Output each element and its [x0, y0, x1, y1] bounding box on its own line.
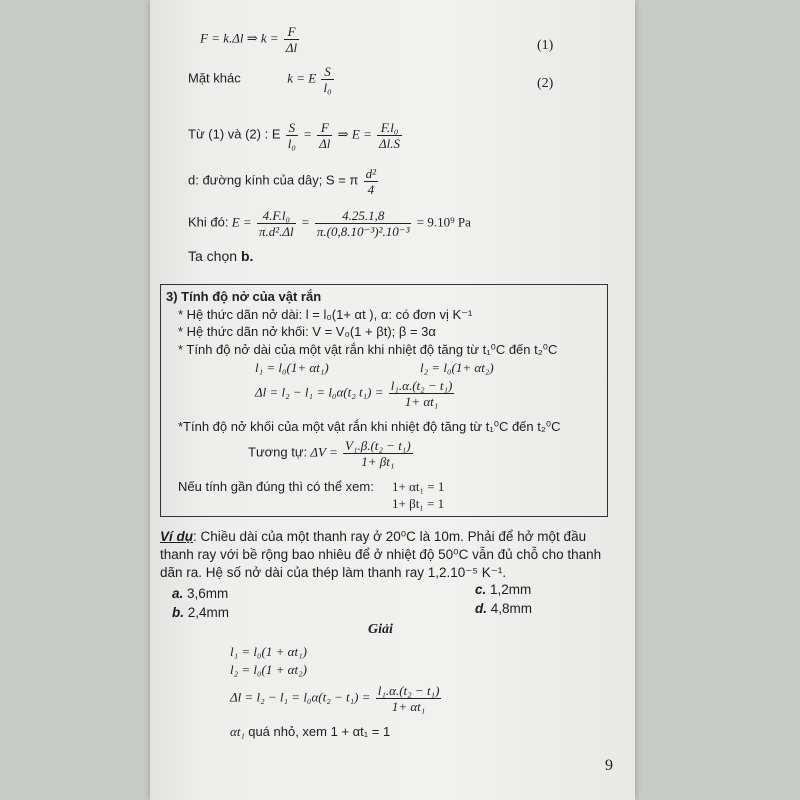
box-approx-alpha: 1+ αt₁ = 1 — [392, 479, 445, 494]
box-length-2: l₂ = l₀(1+ αt₂) — [420, 360, 494, 375]
box-length-1: l₁ = l₀(1+ αt₁) — [255, 360, 329, 375]
box-delta-length: Δl = l₂ − l₁ = l₀α(t₂ t₁) = $\frac{\text{l₁.α.(t₂ − t₁)}}{\text{1+ αt₁}}$ — [255, 378, 453, 409]
option-d: d. 4,8mm — [475, 601, 533, 616]
equation-tag-1: (1) — [537, 38, 554, 53]
page-number: 9 — [605, 757, 613, 774]
equation-3: Từ (1) và (2) : E $\frac{S}{\text{l₀}}$ = $\frac{F}{\Delta l}$ ⇒ E = $\frac{\text{F.l₀}}{\Delta l.S}$ — [188, 120, 401, 151]
box-line-volume: * Hệ thức dãn nở khối: V = V₀(1 + βt); β = 3α — [178, 324, 436, 339]
option-b: b. 2,4mm — [172, 605, 230, 620]
box-line-linear-intro: * Tính độ nở dài của một vật rắn khi nhiệt độ tăng từ t₁⁰C đến t₂⁰C — [178, 342, 558, 357]
equation-1: F = k.Δl ⇒ k = $\frac{F}{\Delta l}$ — [200, 24, 298, 55]
example-line-3: dãn ra. Hệ số nở dài của thép làm thanh ray 1,2.10⁻⁵ K⁻¹. — [160, 565, 507, 580]
answer-line: Ta chọn b. — [188, 248, 254, 264]
equation-tag-2: (2) — [537, 76, 554, 91]
solution-length-2: l₂ = l₀(1 + αt₂) — [230, 662, 307, 677]
example-line-1: Ví dụ: Chiều dài của một thanh ray ở 20⁰C là 10m. Phải để hở một đầu — [160, 529, 587, 544]
option-a: a. 3,6mm — [172, 586, 229, 601]
example-line-2: thanh ray với bề rộng bao nhiêu để ở nhiệt độ 50⁰C vẫn đủ chỗ cho thanh — [160, 547, 602, 562]
box-approx-label: Nếu tính gần đúng thì có thể xem: — [178, 479, 374, 494]
solution-title: Giải — [368, 622, 393, 637]
box-delta-volume: Tương tự: ΔV = $\frac{\text{V₁.β.(t₂ − t₁)}}{\text{1+ βt₁}}$ — [248, 438, 411, 469]
solution-length-1: l₁ = l₀(1 + αt₁) — [230, 644, 307, 659]
option-c: c. 1,2mm — [475, 582, 532, 597]
solution-approx: αt₁ quá nhỏ, xem 1 + αt₁ = 1 — [230, 724, 391, 739]
box-line-volume-intro: *Tính độ nở khối của một vật rắn khi nhiệt độ tăng từ t₁⁰C đến t₂⁰C — [178, 419, 561, 434]
solution-delta-length: Δl = l₂ − l₁ = l₀α(t₂ − t₁) = $\frac{\text{l₁.α.(t₂ − t₁)}}{\text{1+ αt₁}}$ — [230, 683, 440, 714]
equation-young-modulus: Khi đó: E = $\frac{\text{4.F.l₀}}{\text{π.d².Δl}}$ = $\frac{4.25.1,8}{\text{π.(0,8.10⁻³)².10⁻³}}$ = 9.10⁹ Pa — [188, 208, 471, 239]
box-title: 3) Tính độ nở của vật rắn — [166, 289, 322, 304]
equation-diameter: d: đường kính của dây; S = π $\frac{\text{d²}}{4}$ — [188, 166, 377, 197]
equation-2: Mặt khác k = E $\frac{S}{\text{l₀}}$ — [188, 64, 332, 95]
box-approx-beta: 1+ βt₁ = 1 — [392, 496, 445, 511]
box-line-linear: * Hệ thức dãn nở dài: l = l₀(1+ αt ), α: có đơn vị K⁻¹ — [178, 307, 473, 322]
